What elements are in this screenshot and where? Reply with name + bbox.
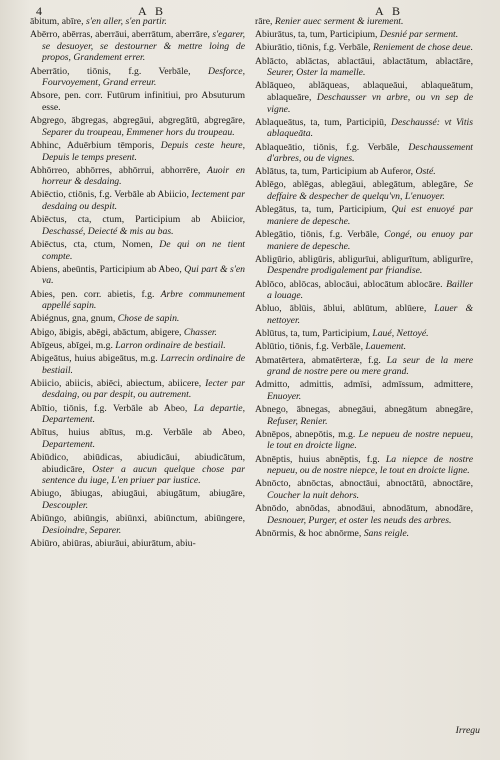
entry-latin: Abigo, ābigis, abēgi, abāctum, abigere, [30, 326, 184, 338]
dictionary-entry [30, 538, 245, 550]
dictionary-entry [255, 528, 473, 540]
dictionary-entry [255, 303, 473, 326]
dictionary-entry [255, 80, 473, 115]
entry-latin: Ablātus, ta, tum, Participium ab Auferor, [255, 166, 416, 178]
dictionary-entry [30, 29, 245, 64]
entry-latin: Aberrātio, tiōnis, f.g. Verbāle, [30, 65, 208, 77]
dictionary-entry [255, 454, 473, 477]
entry-latin: Abiicio, abiicis, abiēci, abiectum, abiicere, [30, 377, 206, 389]
entry-french-gloss: s'en aller, s'en partir. [85, 16, 167, 27]
entry-french-gloss: Iecter par desdaing, ou par despit, ou autrement. [42, 377, 245, 401]
entry-french-gloss: De qui on ne tient compte. [42, 239, 245, 262]
entry-french-gloss: Se deffaire & despecher de quelqu'vn, L'enuoyer. [267, 179, 473, 203]
entry-french-gloss: Iectement par desdaing ou despit. [42, 189, 245, 213]
entry-french-gloss: Deschausser vn arbre, ou vn sep de vigne. [267, 91, 473, 115]
dictionary-entry [255, 429, 473, 452]
entry-french-gloss: Arbre communement appellé sapin. [42, 288, 245, 312]
entry-latin: Abiugo, ābiugas, abiugāui, abiugātum, abiugāre, [30, 488, 245, 500]
dictionary-entry [255, 179, 473, 202]
entry-french-gloss: Despendre prodigalement par friandise. [267, 265, 423, 277]
entry-latin: Abiūngo, abiūngis, abiūnxi, abiūnctum, abiūngere, [30, 513, 245, 525]
dictionary-entry [255, 29, 473, 41]
entry-french-gloss: Desforce, Fourvoyement, Grand erreur. [42, 65, 245, 89]
entry-french-gloss: La departie, Departement. [42, 402, 246, 426]
dictionary-entry [30, 165, 245, 188]
entry-latin: Ablūtus, ta, tum, Participium, [255, 328, 373, 340]
dictionary-entry [30, 66, 245, 89]
entry-french-gloss: Seurer, Oster la mamelle. [267, 67, 366, 79]
dictionary-entry [30, 115, 245, 138]
entry-french-gloss: Desnouer, Purger, et oster les neuds des arbres. [267, 514, 452, 526]
dictionary-entry [255, 204, 473, 227]
dictionary-entry [30, 189, 245, 212]
entry-french-gloss: Desnié par serment. [379, 29, 459, 41]
running-head-right: A B [375, 4, 404, 18]
entry-french-gloss: Renier auec serment & iurement. [274, 16, 404, 27]
entry-french-gloss: Descoupler. [42, 500, 89, 512]
entry-latin: Abnēptis, huius abnēptis, f.g. [255, 453, 386, 465]
entry-french-gloss: Auoir en horreur & desdaing. [42, 164, 245, 188]
dictionary-entry [255, 254, 473, 277]
dictionary-entry [30, 313, 245, 325]
entry-latin: Ablegātus, ta, tum, Participium, [255, 204, 392, 216]
dictionary-entry [30, 239, 245, 262]
dictionary-entry [255, 166, 473, 178]
dictionary-entry [30, 16, 245, 28]
entry-french-gloss: La niepce de nostre nepueu, ou de nostre niepce, le tout en droicte ligne. [267, 453, 474, 477]
entry-french-gloss: Separer du troupeau, Emmener hors du troupeau. [42, 126, 235, 138]
dictionary-entry [255, 229, 473, 252]
entry-latin: Ablōco, ablōcas, ablocāui, ablocātum ablocāre. [255, 278, 447, 290]
entry-latin: Abītio, tiōnis, f.g. Verbāle ab Abeo, [30, 402, 194, 414]
dictionary-entry [255, 478, 473, 501]
dictionary-entry [30, 264, 245, 287]
dictionary-entry [30, 378, 245, 401]
entry-french-gloss: Larron ordinaire de bestiail. [115, 339, 226, 351]
entry-french-gloss: Osté. [415, 166, 436, 178]
dictionary-entry [30, 353, 245, 376]
entry-latin: Absore, pen. corr. Futūrum infinitiui, pro Absuturum esse. [30, 90, 245, 113]
entry-latin: Ablāqueo, ablāqueas, ablaqueāui, ablaqueātum, ablaqueāre, [255, 80, 473, 103]
dictionary-entry [30, 289, 245, 312]
entry-french-gloss: Larrecin ordinaire de bestiail. [42, 352, 245, 376]
entry-french-gloss: Chasser. [183, 326, 217, 338]
dictionary-entry [255, 404, 473, 427]
dictionary-entry [255, 341, 473, 353]
dictionary-entry [255, 503, 473, 526]
entry-latin: Abnego, ābnegas, abnegāui, abnegātum abnegāre, [255, 404, 473, 416]
entry-latin: Abērro, abērras, aberrāui, aberrātum, aberrāre, [30, 29, 213, 41]
entry-latin: Abhinc, Aduērbium tēmporis, [30, 139, 161, 151]
dictionary-entry [255, 328, 473, 340]
entry-french-gloss: Qui part & s'en va. [42, 263, 245, 287]
entry-latin: Abnōcto, abnōctas, abnoctāui, abnoctātū, abnoctāre, [255, 478, 473, 490]
entry-latin: Abiūro, abiūras, abiurāui, abiurātum, abiu- [30, 538, 196, 549]
dictionary-entry [30, 403, 245, 426]
entry-latin: Abiūdico, abiūdicas, abiudicāui, abiudicātum, abiudicāre, [30, 452, 245, 475]
entry-latin: Abmatērtera, abmatērteræ, f.g. [255, 354, 387, 366]
dictionary-entry [255, 142, 473, 165]
entry-latin: Ablegātio, tiōnis, f.g. Verbāle, [255, 229, 385, 241]
entry-french-gloss: Desioindre, Separer. [42, 524, 122, 536]
entry-latin: Abītus, huius abītus, m.g. Verbāle ab Abeo, [30, 427, 245, 439]
entry-latin: Abiégnus, gna, gnum, [30, 313, 118, 325]
entry-french-gloss: Oster a aucun quelque chose par sentence du iuge, L'en priuer par iustice. [42, 463, 246, 487]
entry-latin: Abiēctus, cta, ctum, Nomen, [30, 239, 160, 251]
entry-latin: Abnōrmis, & hoc abnōrme, [255, 528, 364, 539]
entry-latin: Abluo, āblūis, āblui, ablūtum, ablūere, [255, 303, 435, 315]
dictionary-entry [30, 488, 245, 511]
entry-french-gloss: Qui est enuoyé par maniere de depesche. [267, 204, 473, 227]
entry-french-gloss: Lauement. [365, 341, 407, 353]
entry-french-gloss: Congé, ou enuoy par maniere de depesche. [267, 229, 473, 252]
dictionary-entry [30, 214, 245, 237]
entry-latin: Abnōdo, abnōdas, abnodāui, abnodātum, abnodāre, [255, 503, 473, 515]
entry-french-gloss: Deschaussement d'arbres, ou de vignes. [267, 141, 473, 165]
dictionary-entry [255, 355, 473, 378]
dictionary-entry [30, 513, 245, 536]
entry-french-gloss: s'egarer, se desuoyer, se destourner & mettre loing de propos, Grandement errer. [42, 29, 245, 64]
left-column [30, 16, 245, 551]
entry-latin: Abiurātio, tiōnis, f.g. Verbāle, [255, 42, 373, 54]
entry-french-gloss: Bailler a louage. [267, 278, 473, 302]
entry-latin: Abigeātus, huius abigeātus, m.g. [30, 352, 161, 364]
entry-french-gloss: Deschassé, Deiecté & mis au bas. [42, 225, 174, 237]
dictionary-entry [255, 56, 473, 79]
right-column [255, 16, 473, 541]
entry-latin: Abiens, abeūntis, Participium ab Abeo, [30, 263, 185, 275]
entry-latin: Ablēgo, ablēgas, ablegāui, ablegātum, ablegāre, [255, 179, 464, 191]
entry-latin: rāre, [255, 16, 275, 27]
catchword: Irregu [455, 725, 480, 736]
dictionary-entry [255, 16, 473, 28]
entry-latin: Abhōrreo, abhōrres, abhōrrui, abhorrēre, [30, 164, 208, 176]
dictionary-entry [30, 452, 245, 487]
page-number: 4 [36, 4, 42, 18]
entry-latin: ābitum, abīre, [30, 16, 86, 27]
entry-latin: Admitto, admittis, admīsi, admīssum, admittere, [255, 379, 473, 391]
entry-latin: Abiēctio, ctiōnis, f.g. Verbāle ab Abiicio, [30, 189, 192, 201]
entry-french-gloss: Laué, Nettoyé. [372, 328, 429, 340]
dictionary-entry [255, 279, 473, 302]
entry-french-gloss: La seur de la mere grand de nostre pere ou mere grand. [267, 354, 473, 378]
entry-latin: Ablaqueātus, ta, tum, Participiū, [255, 116, 391, 128]
dictionary-entry [30, 327, 245, 339]
entry-latin: Ablūtio, tiōnis, f.g. Verbāle, [255, 341, 366, 353]
entry-latin: Ablaqueātio, tiōnis, f.g. Verbāle, [255, 141, 409, 153]
entry-french-gloss: Le nepueu de nostre nepueu, le tout en droicte ligne. [267, 428, 473, 452]
dictionary-entry [30, 427, 245, 450]
entry-latin: Abnēpos, abnepōtis, m.g. [255, 428, 359, 440]
entry-french-gloss: Enuoyer. [267, 390, 302, 402]
entry-french-gloss: Coucher la nuit dehors. [267, 490, 360, 502]
entry-french-gloss: Sans reigle. [363, 528, 410, 539]
entry-latin: Abiurātus, ta, tum, Participium, [255, 29, 380, 41]
entry-latin: Abīgeus, abīgei, m.g. [30, 339, 116, 351]
entry-french-gloss: Reniement de chose deue. [372, 42, 473, 54]
dictionary-entry [30, 140, 245, 163]
dictionary-entry [30, 340, 245, 352]
entry-french-gloss: Depuis ceste heure, Depuis le temps present. [42, 139, 245, 163]
dictionary-entry [255, 379, 473, 402]
entry-french-gloss: Departement. [42, 438, 95, 450]
dictionary-entry [255, 117, 473, 140]
entry-french-gloss: Chose de sapin. [117, 313, 180, 325]
running-head-left: A B [138, 4, 167, 18]
entry-latin: Abies, pen. corr. abietis, f.g. [30, 288, 161, 300]
entry-latin: Abgrego, ābgregas, abgregāui, abgregātū, abgregāre, [30, 115, 245, 127]
entry-latin: Abligūrio, abligūris, abligurīui, abligurītum, abligurīre, [255, 253, 473, 265]
entry-latin: Abiēctus, cta, ctum, Participium ab Abiicior, [30, 214, 245, 226]
entry-latin: Ablācto, ablāctas, ablactāui, ablactātum, ablactāre, [255, 55, 473, 67]
entry-french-gloss: Refuser, Renier. [267, 415, 328, 427]
dictionary-entry [255, 42, 473, 54]
entry-french-gloss: Deschaussé: vt Vitis ablaqueāta. [267, 116, 474, 140]
entry-french-gloss: Lauer & nettoyer. [267, 303, 473, 326]
dictionary-entry [30, 90, 245, 113]
